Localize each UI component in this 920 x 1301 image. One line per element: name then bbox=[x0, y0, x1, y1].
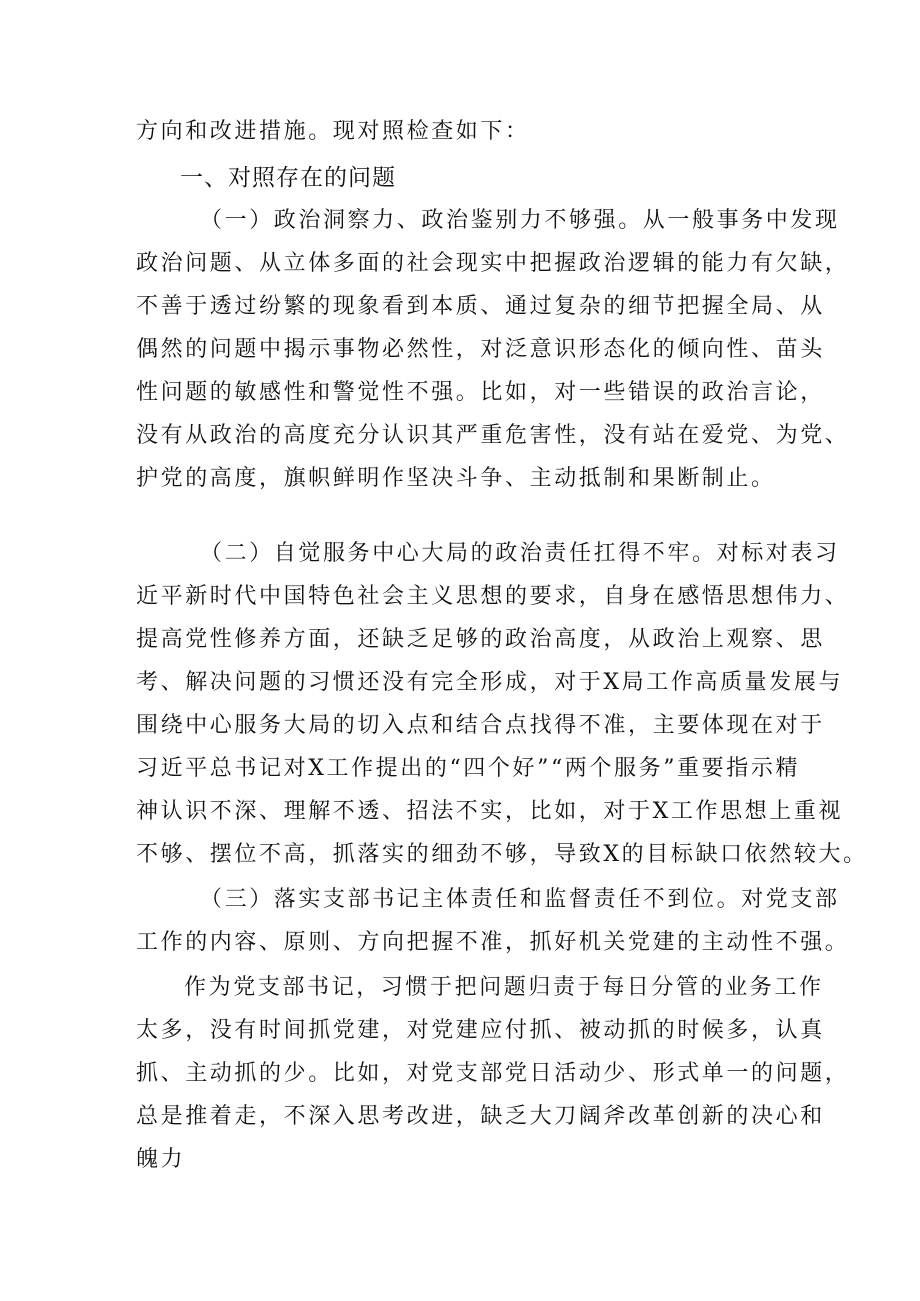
text-line: 提高党性修养方面，还缺乏足够的政治高度，从政治上观察、思 bbox=[136, 627, 825, 652]
text-line: 护党的高度，旗帜鲜明作坚决斗争、主动抵制和果断制止。 bbox=[136, 466, 776, 491]
text-line: 不够、摆位不高，抓落实的细劲不够，导致X的目标缺口依然较大。 bbox=[136, 842, 868, 867]
text-line: 没有从政治的高度充分认识其严重危害性，没有站在爱党、为党、 bbox=[136, 423, 850, 448]
text-line: 抓、主动抓的少。比如，对党支部党日活动少、形式单一的问题， bbox=[136, 1061, 850, 1086]
text-line: 偶然的问题中揭示事物必然性，对泛意识形态化的倾向性、苗头 bbox=[136, 337, 825, 362]
text-line: 性问题的敏感性和警觉性不强。比如，对一些错误的政治言论， bbox=[136, 380, 825, 405]
text-line: 工作的内容、原则、方向把握不准，抓好机关党建的主动性不强。 bbox=[136, 930, 850, 955]
text-line: 神认识不深、理解不透、招法不实，比如，对于X工作思想上重视 bbox=[136, 799, 844, 824]
text-line: 总是推着走，不深入思考改进，缺乏大刀阔斧改革创新的决心和 bbox=[136, 1104, 825, 1129]
text-line: 太多，没有时间抓党建，对党建应付抓、被动抓的时候多，认真 bbox=[136, 1018, 825, 1043]
text-line: 魄力 bbox=[136, 1147, 186, 1172]
intro-line: 方向和改进措施。现对照检查如下： bbox=[136, 119, 530, 144]
text-line: 不善于透过纷繁的现象看到本质、通过复杂的细节把握全局、从 bbox=[136, 294, 825, 319]
text-line: 近平新时代中国特色社会主义思想的要求，自身在感悟思想伟力、 bbox=[136, 584, 850, 609]
section-heading: 一、对照存在的问题 bbox=[180, 165, 396, 191]
text-line: 作为党支部书记，习惯于把问题归责于每日分管的业务工作 bbox=[184, 975, 824, 1000]
text-line: （一）政治洞察力、政治鉴别力不够强。从一般事务中发现 bbox=[200, 208, 840, 233]
text-line: 政治问题、从立体多面的社会现实中把握政治逻辑的能力有欠缺， bbox=[136, 251, 850, 276]
text-line: 考、解决问题的习惯还没有完全形成，对于X局工作高质量发展与 bbox=[136, 670, 844, 695]
text-line: （三）落实支部书记主体责任和监督责任不到位。对党支部 bbox=[200, 887, 840, 912]
text-line: 习近平总书记对X工作提出的“四个好”“两个服务”重要指示精 bbox=[136, 756, 801, 781]
text-line: （二）自觉服务中心大局的政治责任扛得不牢。对标对表习 bbox=[200, 541, 840, 566]
text-line: 围绕中心服务大局的切入点和结合点找得不准，主要体现在对于 bbox=[136, 713, 825, 738]
